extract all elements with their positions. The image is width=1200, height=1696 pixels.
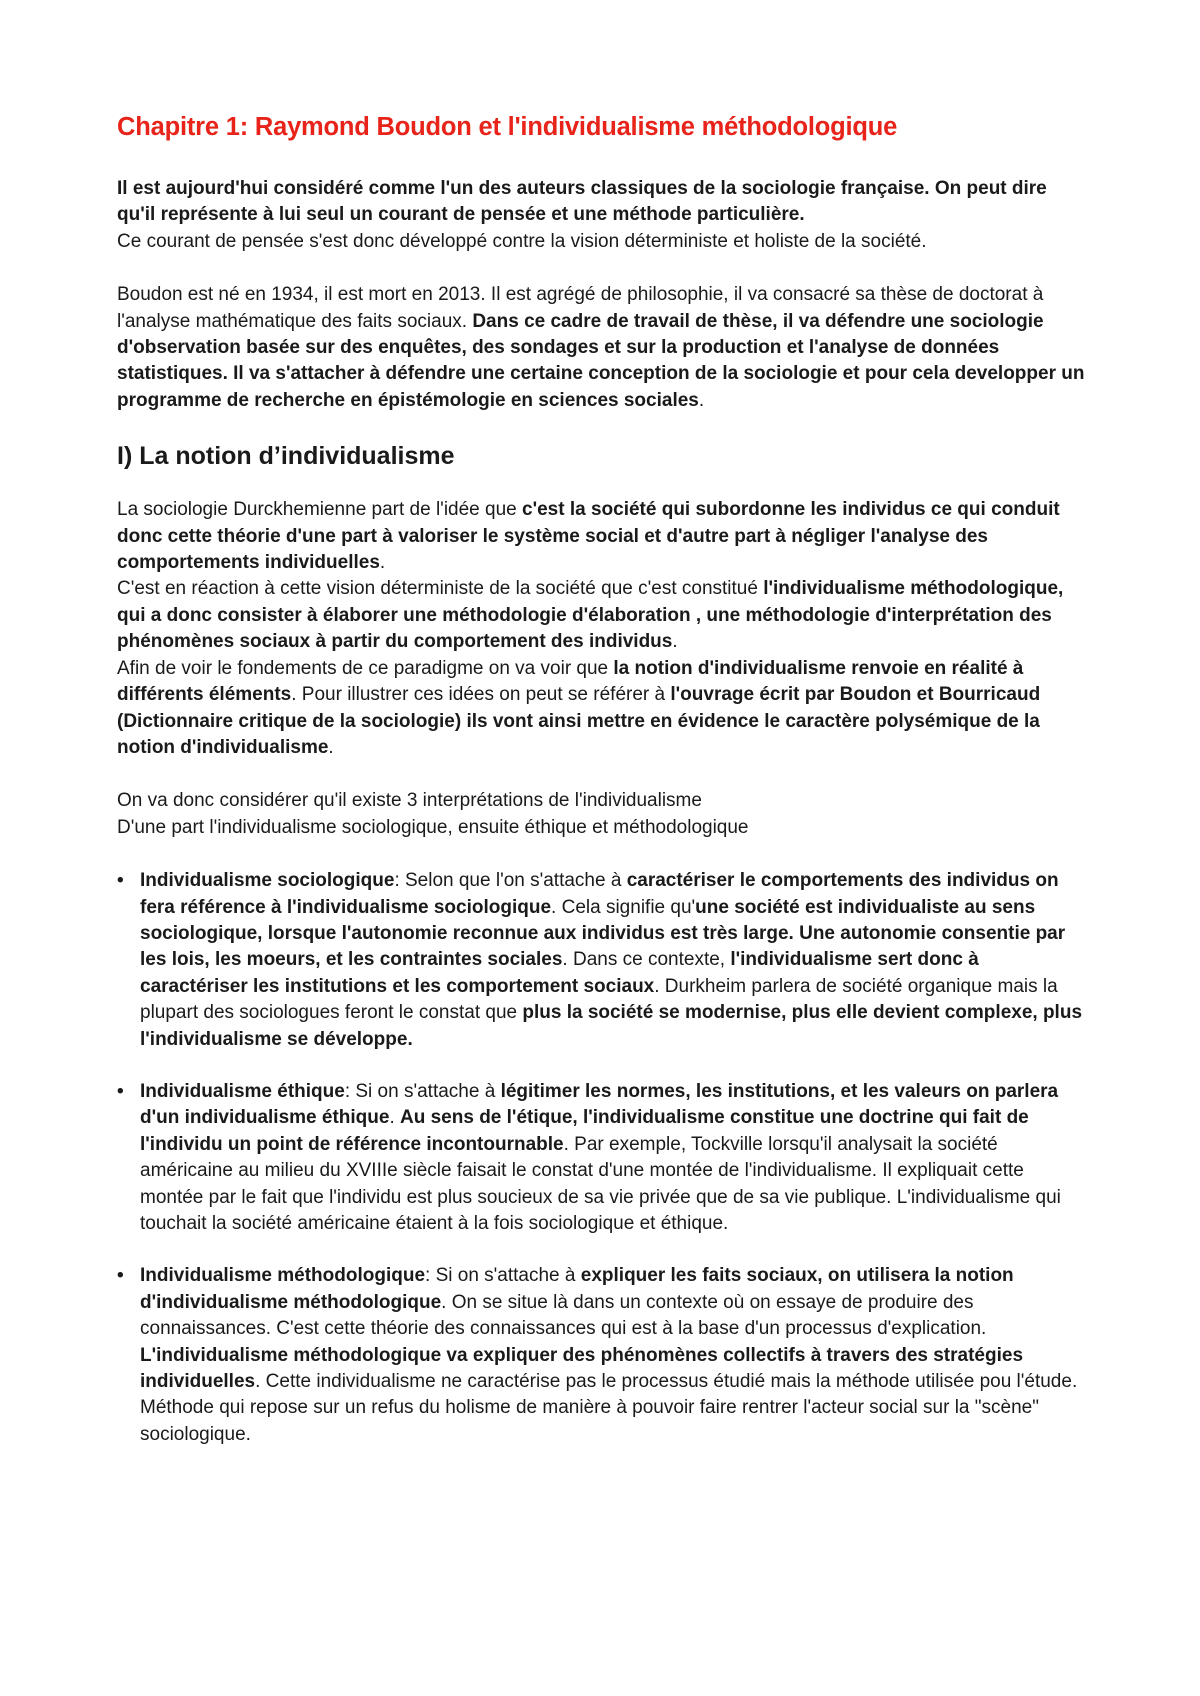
interpretations-list [117, 868, 1090, 1448]
durkheim-text-7: . [328, 736, 334, 758]
bio-end-text: . [698, 389, 705, 411]
bullet-ethique-text-1: : Si on s'attache à [344, 1080, 501, 1102]
bullet-sociologique-text-2: . Cela signifie qu' [551, 896, 696, 918]
bullet-sociologique-text-1: : Selon que l'on s'attache à [394, 870, 627, 892]
interpretations-line-1: On va donc considérer qu'il existe 3 interprétations de l'individualisme [117, 790, 702, 812]
bullet-marker: • [117, 870, 124, 892]
bullet-marker: • [117, 1080, 124, 1102]
intro-bold-text: Il est aujourd'hui considéré comme l'un des auteurs classiques de la sociologie française. On peut dire qu'il représente à lui seul un courant de pensée et une méthode particulière. [117, 178, 1047, 226]
bullet-methodologique-text-3: . Cette individualisme ne caractérise pas le processus étudié mais la méthode utilisée pou l'étude. Méthode qui repose sur un refus du holisme de manière à pouvoir faire rentrer l'acteur social sur la "scène" sociologique. [140, 1371, 1078, 1445]
intro-paragraph [117, 176, 1090, 255]
bio-paragraph [117, 282, 1090, 414]
bio-text: Boudon est né en 1934, il est mort en 2013. Il est agrégé de philosophie, il va consacré sa thèse de doctorat à l'analyse mathématique des faits sociaux. [117, 284, 1044, 332]
durkheim-text-3: C'est en réaction à cette vision déterministe de la société que c'est constitué [117, 578, 764, 600]
bullet-sociologique-bold-2: caractériser le comportements des individus on fera référence à l'individualisme sociologique [140, 870, 1059, 918]
chapter-title: Chapitre 1: Raymond Boudon et l'individualisme méthodologique [117, 113, 898, 141]
bullet-sociologique-bold-5: plus la société se modernise, plus elle devient complexe, plus l'individualisme se développe. [140, 1002, 1083, 1050]
bullet-ethique-bold-2: légitimer les normes, les institutions, et les valeurs on parlera d'un individualisme éthique [140, 1080, 1059, 1129]
bullet-methodologique-term: Individualisme méthodologique [140, 1265, 426, 1287]
durkheim-bold-4: l'ouvrage écrit par Boudon et Bourricaud (Dictionnaire critique de la sociologie) ils vont ainsi mettre en évidence le caractère polysémique de la notion d'individualisme [117, 684, 1041, 758]
bullet-sociologique-term: Individualisme sociologique [140, 870, 395, 892]
interpretations-line-2: D'une part l'individualisme sociologique, ensuite éthique et méthodologique [117, 816, 749, 838]
bullet-ethique-text-2: . [389, 1107, 400, 1129]
interpretations-paragraph [117, 788, 1090, 841]
bullet-methodologique [117, 1263, 1090, 1448]
durkheim-text-2: . [379, 552, 386, 574]
bullet-ethique-text-3: . Par exemple, Tockville lorsqu'il analysait la société américaine au milieu du XVIIIe siècle faisait le constat d'une montée de l'individualisme. Il expliquait cette montée par le fait que l'individu est plus soucieux de sa vie privée que de sa vie publique. L'individualisme qui touchait la société américaine étaient à la fois sociologique et éthique. [140, 1133, 1061, 1234]
bullet-methodologique-text-2: . On se situe là dans un contexte où on essaye de produire des connaissances. C'est cette théorie des connaissances qui est à la base d'un processus d'explication. [140, 1291, 987, 1340]
durkheim-paragraph [117, 497, 1090, 761]
bullet-sociologique-bold-4: l'individualisme sert donc à caractériser les institutions et les comportement sociaux [140, 949, 979, 997]
intro-text: Ce courant de pensée s'est donc développé contre la vision déterministe et holiste de la société. [117, 230, 927, 252]
durkheim-text-5: Afin de voir le fondements de ce paradigme on va voir que [117, 657, 614, 679]
bullet-sociologique [117, 868, 1090, 1053]
bullet-ethique-bold-3: Au sens de l'étique, l'individualisme constitue une doctrine qui fait de l'individu un point de référence incontournable [140, 1107, 1029, 1155]
durkheim-text-1: La sociologie Durckhemienne part de l'idée que [117, 499, 522, 521]
bullet-sociologique-bold-3: une société est individualiste au sens sociologique, lorsque l'autonomie reconnue aux individus est très large. Une autonomie consentie par les lois, les moeurs, et les contraintes sociales [140, 896, 1066, 971]
durkheim-text-6: . Pour illustrer ces idées on peut se référer à [291, 684, 671, 706]
bullet-sociologique-text-4: . Durkheim parlera de société organique mais la plupart des sociologues feront le constat que [140, 975, 1058, 1024]
durkheim-bold-1: c'est la société qui subordonne les individus ce qui conduit donc cette théorie d'une part à valoriser le système social et d'autre part à négliger l'analyse des comportements individuelles [117, 499, 1060, 574]
bullet-marker: • [117, 1265, 124, 1287]
bullet-ethique-term: Individualisme éthique [140, 1080, 345, 1102]
bullet-methodologique-bold-2: expliquer les faits sociaux, on utilisera la notion d'individualisme méthodologique [140, 1265, 1014, 1313]
bullet-methodologique-text-1: : Si on s'attache à [425, 1265, 581, 1287]
bullet-ethique [117, 1079, 1090, 1237]
bullet-sociologique-text-3: . Dans ce contexte, [562, 949, 731, 971]
bullet-methodologique-bold-3: L'individualisme méthodologique va expliquer des phénomènes collectifs à travers des stratégies individuelles [140, 1344, 1024, 1393]
durkheim-bold-3: la notion d'individualisme renvoie en réalité à différents éléments [117, 657, 1024, 706]
bio-bold-text: Dans ce cadre de travail de thèse, il va défendre une sociologie d'observation basée sur des enquêtes, des sondages et sur la production et l'analyse de données statistiques. Il va s'attacher à défendre une certaine conception de la sociologie et pour cela developper un programme de recherche en épistémologie en sciences sociales [117, 310, 1085, 411]
durkheim-text-4: . [672, 631, 678, 653]
durkheim-bold-2: l'individualisme méthodologique, qui a donc consister à élaborer une méthodologie d'élaboration , une méthodologie d'interprétation des phénomènes sociaux à partir du comportement des individus [117, 578, 1064, 653]
section-heading: I) La notion d’individualisme [117, 442, 455, 471]
